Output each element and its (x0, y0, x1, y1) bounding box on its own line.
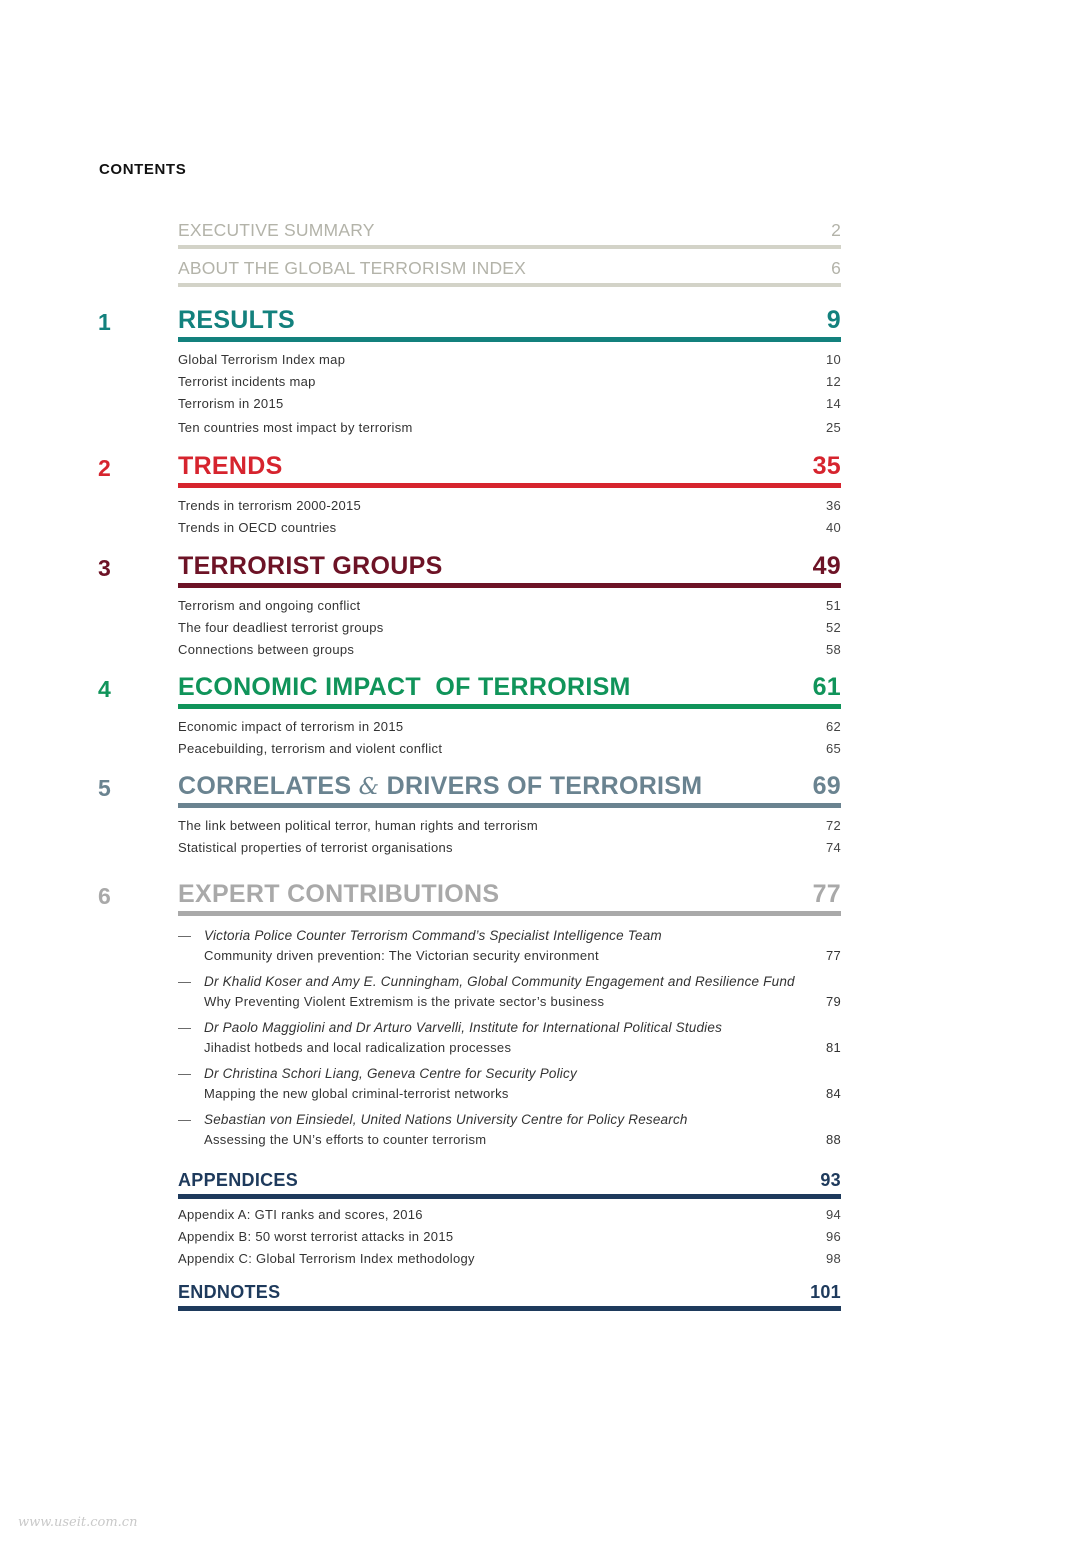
expert-title: Assessing the UN’s efforts to counter terrorism (204, 1132, 487, 1147)
section-heading[interactable] (178, 306, 841, 342)
toc-item[interactable] (178, 393, 841, 415)
expert-author: Dr Paolo Maggiolini and Dr Arturo Varvelli, Institute for International Political Studies (204, 1020, 723, 1035)
toc-entry-label: ABOUT THE GLOBAL TERRORISM INDEX (178, 258, 527, 278)
dash-marker: — (178, 928, 191, 943)
page-title: CONTENTS (99, 161, 187, 178)
section-heading[interactable] (178, 673, 841, 709)
toc-item-label: Trends in OECD countries (178, 520, 337, 535)
expert-page: 77 (825, 948, 841, 963)
section-number: 3 (98, 555, 111, 581)
section-page: 77 (812, 880, 841, 908)
toc-item[interactable] (178, 1248, 841, 1270)
toc-item-page: 12 (825, 374, 841, 389)
toc-item-page: 74 (825, 840, 841, 855)
toc-item-label: Global Terrorism Index map (178, 352, 346, 367)
section-title-part: CORRELATES (178, 772, 352, 800)
toc-item-page: 72 (825, 818, 841, 833)
toc-item-label: Terrorism and ongoing conflict (178, 598, 361, 613)
toc-item-page: 36 (825, 498, 841, 513)
section-results (98, 306, 841, 439)
expert-author: Dr Christina Schori Liang, Geneva Centre for Security Policy (204, 1066, 577, 1081)
toc-item-label: Trends in terrorism 2000-2015 (178, 498, 362, 513)
section-heading[interactable] (178, 772, 841, 808)
toc-item[interactable] (178, 716, 841, 738)
toc-item-label: Peacebuilding, terrorism and violent conflict (178, 741, 443, 756)
endnotes-heading[interactable] (178, 1282, 841, 1311)
toc-item[interactable] (178, 837, 841, 859)
section-heading[interactable] (178, 552, 841, 588)
dash-marker: — (178, 1066, 191, 1081)
toc-item-page: 14 (825, 396, 841, 411)
toc-item[interactable] (178, 738, 841, 760)
section-heading[interactable] (178, 880, 841, 916)
section-terrorist-groups (98, 552, 841, 661)
section-page: 35 (812, 452, 841, 480)
toc-item[interactable] (178, 1226, 841, 1248)
expert-entry[interactable] (178, 926, 841, 966)
section-number: 6 (98, 883, 111, 909)
section-trends (98, 452, 841, 539)
section-number: 2 (98, 455, 111, 481)
toc-entry-label: EXECUTIVE SUMMARY (178, 220, 375, 240)
dash-marker: — (178, 1112, 191, 1127)
toc-item[interactable] (178, 617, 841, 639)
toc-item-label: The four deadliest terrorist groups (178, 620, 384, 635)
toc-item[interactable] (178, 495, 841, 517)
toc-item-label: Ten countries most impact by terrorism (178, 420, 413, 435)
toc-item[interactable] (178, 417, 841, 439)
section-title: TERRORIST GROUPS (178, 552, 443, 580)
toc-item[interactable] (178, 595, 841, 617)
expert-entry[interactable] (178, 1110, 841, 1150)
section-title: EXPERT CONTRIBUTIONS (178, 880, 500, 908)
toc-item-page: 10 (825, 352, 841, 367)
toc-entry-about-gti[interactable] (178, 258, 841, 287)
toc-item[interactable] (178, 815, 841, 837)
section-expert-contributions (98, 880, 841, 1150)
toc-item-label: Terrorist incidents map (178, 374, 316, 389)
expert-page: 81 (825, 1040, 841, 1055)
toc-item-label: Statistical properties of terrorist organisations (178, 840, 453, 855)
toc-item-page: 52 (825, 620, 841, 635)
expert-author: Sebastian von Einsiedel, United Nations University Centre for Policy Research (204, 1112, 688, 1127)
section-endnotes (178, 1282, 841, 1311)
toc-item-page: 51 (825, 598, 841, 613)
toc-item-page: 58 (825, 642, 841, 657)
section-page: 69 (812, 772, 841, 800)
toc-item-label: Appendix C: Global Terrorism Index methodology (178, 1251, 475, 1266)
expert-page: 79 (825, 994, 841, 1009)
toc-item-label: Connections between groups (178, 642, 355, 657)
section-number: 5 (98, 775, 111, 801)
expert-entry[interactable] (178, 1018, 841, 1058)
toc-entry-page: 6 (831, 258, 841, 278)
toc-item-page: 62 (825, 719, 841, 734)
section-number: 1 (98, 309, 111, 335)
dash-marker: — (178, 974, 191, 989)
toc-item-page: 98 (825, 1251, 841, 1266)
toc-item-label: Economic impact of terrorism in 2015 (178, 719, 404, 734)
toc-item-label: Appendix A: GTI ranks and scores, 2016 (178, 1207, 423, 1222)
expert-page: 88 (825, 1132, 841, 1147)
toc-item-page: 40 (825, 520, 841, 535)
toc-item[interactable] (178, 639, 841, 661)
section-heading[interactable] (178, 452, 841, 488)
section-number: 4 (98, 676, 111, 702)
endnotes-title: ENDNOTES (178, 1282, 281, 1302)
section-page: 9 (826, 306, 841, 334)
section-economic-impact (98, 673, 841, 760)
section-correlates-drivers (98, 772, 841, 859)
table-of-contents (98, 220, 841, 1311)
dash-marker: — (178, 1020, 191, 1035)
expert-entry[interactable] (178, 1064, 841, 1104)
toc-item[interactable] (178, 371, 841, 393)
toc-item-label: Terrorism in 2015 (178, 396, 284, 411)
section-page: 61 (812, 673, 841, 701)
expert-author: Victoria Police Counter Terrorism Command’s Specialist Intelligence Team (204, 928, 662, 943)
endnotes-page: 101 (810, 1282, 841, 1302)
toc-item-page: 25 (825, 420, 841, 435)
toc-item[interactable] (178, 517, 841, 539)
toc-item-page: 65 (825, 741, 841, 756)
toc-item-label: Appendix B: 50 worst terrorist attacks in 2015 (178, 1229, 454, 1244)
section-appendices (178, 1170, 841, 1270)
expert-author: Dr Khalid Koser and Amy E. Cunningham, Global Community Engagement and Resilience Fund (204, 974, 795, 989)
expert-title: Jihadist hotbeds and local radicalization processes (204, 1040, 512, 1055)
toc-item[interactable] (178, 349, 841, 371)
toc-item-page: 96 (825, 1229, 841, 1244)
toc-item[interactable] (178, 1204, 841, 1226)
expert-title: Mapping the new global criminal-terrorist networks (204, 1086, 509, 1101)
section-title: ECONOMIC IMPACT OF TERRORISM (178, 673, 631, 701)
section-title: RESULTS (178, 306, 295, 334)
section-title-part: DRIVERS OF TERRORISM (386, 772, 703, 800)
expert-page: 84 (825, 1086, 841, 1101)
expert-title: Community driven prevention: The Victorian security environment (204, 948, 599, 963)
ampersand: & (358, 774, 380, 800)
appendices-page: 93 (820, 1170, 841, 1190)
appendices-title: APPENDICES (178, 1170, 299, 1190)
section-title: TRENDS (178, 452, 283, 480)
expert-title: Why Preventing Violent Extremism is the private sector’s business (204, 994, 605, 1009)
appendices-heading[interactable] (178, 1170, 841, 1199)
toc-entry-page: 2 (831, 220, 841, 240)
watermark-url: www.useit.com.cn (18, 1515, 138, 1530)
expert-entry[interactable] (178, 972, 841, 1012)
section-page: 49 (812, 552, 841, 580)
toc-entry-executive-summary[interactable] (178, 220, 841, 249)
toc-item-page: 94 (825, 1207, 841, 1222)
toc-item-label: The link between political terror, human rights and terrorism (178, 818, 539, 833)
